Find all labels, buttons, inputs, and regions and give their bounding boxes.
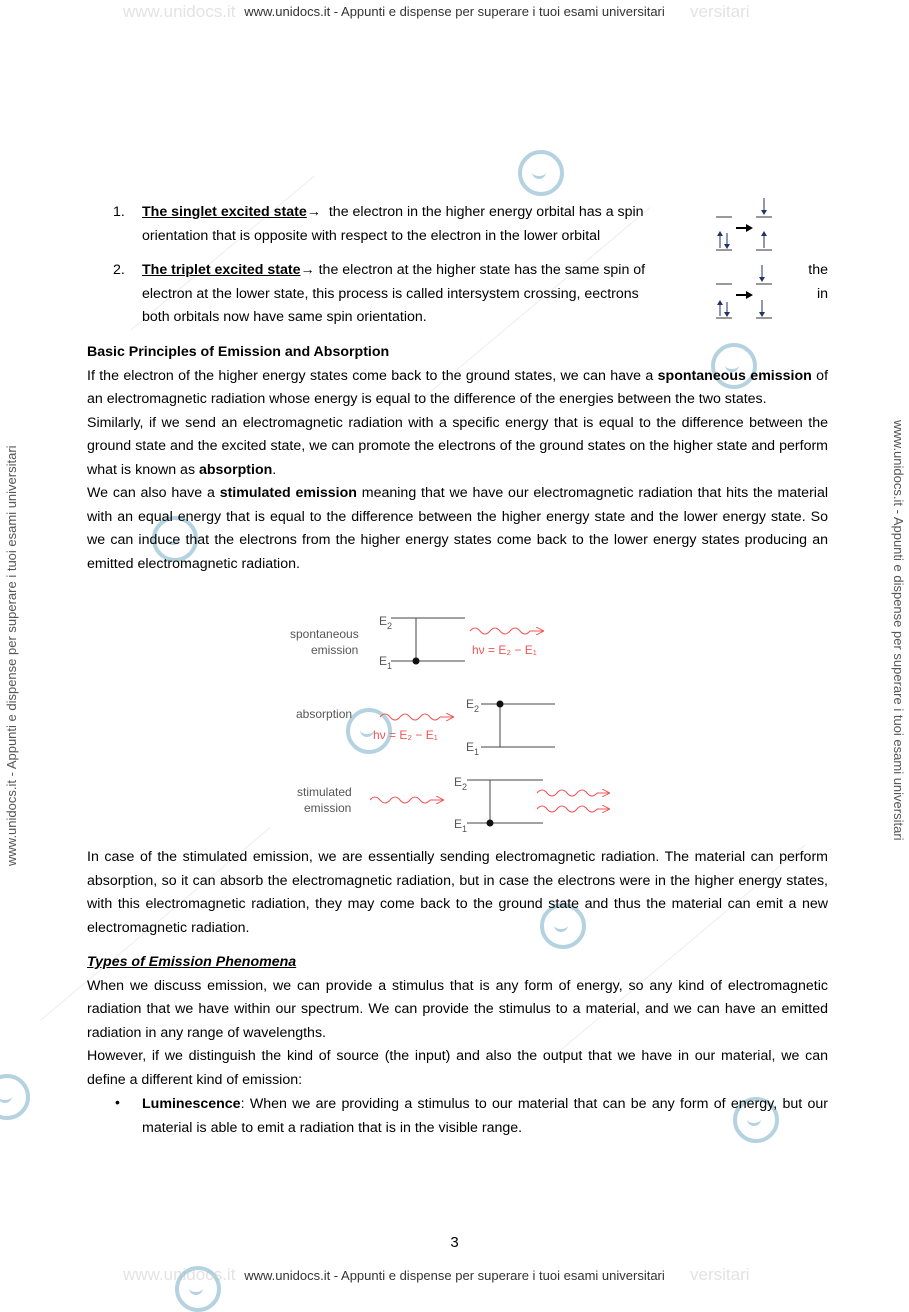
label-emission: emission bbox=[311, 643, 359, 657]
arrow-glyph: → bbox=[306, 204, 321, 220]
paragraph bbox=[87, 482, 828, 576]
singlet-state-line1: the electron in the higher energy orbital has a spin bbox=[320, 204, 644, 220]
ghost-watermark-top-left: www.unidocs.it bbox=[123, 2, 236, 21]
level-e2-label: $E_2$ bbox=[454, 775, 468, 792]
text-run: meaning that we have our electromagnetic radiation that hits the material with an equal energy that is equal to the difference between the higher energy state and the lower energy state. So we can induce that the electrons from the higher energy states come back to the lower energy states producing an emitted electromagnetic radiation. bbox=[87, 485, 828, 572]
triplet-state-line2-end: in bbox=[816, 285, 828, 302]
photon-wave bbox=[537, 790, 597, 796]
level-e2-label: $E_2$ bbox=[379, 614, 393, 631]
unidocs-logo-icon bbox=[0, 1074, 30, 1120]
ghost-watermark-bottom-left: www.unidocs.it bbox=[123, 1265, 236, 1284]
label-emission: emission bbox=[304, 801, 352, 815]
text-run: : When we are providing a stimulus to our material that can be any form of energy, but our material is able to emit a radiation that is in the visible range. bbox=[142, 1096, 828, 1136]
term-absorption: absorption bbox=[198, 461, 273, 478]
electron-dot bbox=[487, 820, 494, 827]
label-absorption: absorption bbox=[296, 707, 353, 721]
list-number: 2. bbox=[113, 262, 125, 278]
singlet-spin-diagram bbox=[710, 195, 780, 255]
paragraph: When we discuss emission, we can provide a stimulus that is any form of energy, so any kind of electromagnetic radiation that we have within our spectrum. We can provide the stimulus to a material, and we can have an emitted radiation in any range of wavelengths. bbox=[87, 977, 828, 1041]
paragraph: However, if we distinguish the kind of source (the input) and also the output that we have in our material, we can define a different kind of emission: bbox=[87, 1048, 828, 1088]
triplet-state-line3: both orbitals now have same spin orientation. bbox=[142, 309, 427, 325]
photon-wave bbox=[380, 714, 440, 720]
term-stimulated-emission: stimulated emission bbox=[219, 485, 357, 501]
bullet-luminescence bbox=[142, 1093, 828, 1140]
ghost-watermark-bottom-right: versitari bbox=[690, 1265, 750, 1284]
triplet-state-line2: electron at the lower state, this process is called intersystem crossing, eectrons bbox=[142, 285, 639, 302]
level-e1-label: $E_1$ bbox=[466, 740, 480, 757]
text-run: of an electromagnetic radiation whose energy is equal to the difference of the energies between the two states. bbox=[87, 367, 829, 407]
photon-energy-equation: hν = E₂ − E₁ bbox=[472, 643, 537, 657]
watermark-side-left: www.unidocs.it - Appunti e dispense per superare i tuoi esami universitari bbox=[4, 445, 19, 866]
singlet-state-item bbox=[142, 201, 702, 248]
electron-dot bbox=[497, 701, 504, 708]
paragraph: In case of the stimulated emission, we are essentially sending electromagnetic radiation. The material can perform absorption, so it can absorb the electromagnetic radiation, but in case the electrons were in the higher energy states, with this electromagnetic radiation, they may come back to the ground state and thus the material can emit a new electromagnetic radiation. bbox=[87, 849, 828, 936]
bullet-glyph: • bbox=[115, 1094, 120, 1110]
term-spontaneous-emission: spontaneous emission bbox=[657, 367, 812, 384]
unidocs-logo-icon bbox=[518, 150, 564, 196]
singlet-state-term: The singlet excited state bbox=[142, 204, 307, 220]
text-run: . bbox=[272, 461, 277, 478]
list-number: 1. bbox=[113, 204, 125, 220]
watermark-side-right: www.unidocs.it - Appunti e dispense per superare i tuoi esami universitari bbox=[891, 420, 906, 841]
label-stimulated: stimulated bbox=[297, 785, 352, 799]
triplet-state-line1: the electron at the higher state has the same spin of bbox=[314, 262, 646, 278]
section-emission-absorption bbox=[87, 341, 828, 576]
ghost-watermark-top-right: versitari bbox=[690, 2, 750, 21]
unidocs-logo-icon bbox=[175, 1266, 221, 1312]
electron-dot bbox=[413, 658, 420, 665]
watermark-link-bottom[interactable]: www.unidocs.it - Appunti e dispense per superare i tuoi esami universitari bbox=[244, 1268, 665, 1283]
arrow-glyph: → bbox=[300, 262, 315, 278]
photon-wave bbox=[370, 797, 430, 803]
page-number: 3 bbox=[450, 1234, 459, 1251]
label-spontaneous: spontaneous bbox=[290, 627, 359, 641]
term-luminescence: Luminescence bbox=[142, 1096, 241, 1112]
triplet-state-line1-end: the bbox=[808, 262, 828, 278]
level-e1-label: $E_1$ bbox=[379, 654, 393, 671]
watermark-link-top[interactable]: www.unidocs.it - Appunti e dispense per superare i tuoi esami universitari bbox=[244, 4, 665, 19]
section-heading: Basic Principles of Emission and Absorption bbox=[87, 344, 390, 360]
emission-absorption-figure bbox=[285, 606, 625, 838]
section-types-of-emission bbox=[87, 951, 828, 1092]
photon-wave bbox=[470, 628, 530, 634]
paragraph bbox=[87, 412, 828, 483]
photon-wave bbox=[537, 806, 597, 812]
level-e1-label: $E_1$ bbox=[454, 817, 468, 834]
triplet-state-term: The triplet excited state bbox=[142, 262, 301, 278]
singlet-state-line2: orientation that is opposite with respect to the electron in the lower orbital bbox=[142, 227, 601, 244]
text-run: If the electron of the higher energy states come back to the ground states, we can have a bbox=[87, 367, 658, 384]
photon-energy-equation: hν = E₂ − E₁ bbox=[373, 728, 438, 742]
text-run: Similarly, if we send an electromagnetic radiation with a specific energy that is equal to the difference between the ground state and the excited state, we can promote the electrons of the ground states on the higher state and perform what is known as bbox=[87, 414, 828, 478]
triplet-spin-diagram bbox=[710, 260, 780, 322]
level-e2-label: $E_2$ bbox=[466, 697, 480, 714]
paragraph bbox=[87, 365, 828, 412]
text-run: We can also have a bbox=[87, 485, 220, 501]
section-heading: Types of Emission Phenomena bbox=[87, 954, 297, 970]
